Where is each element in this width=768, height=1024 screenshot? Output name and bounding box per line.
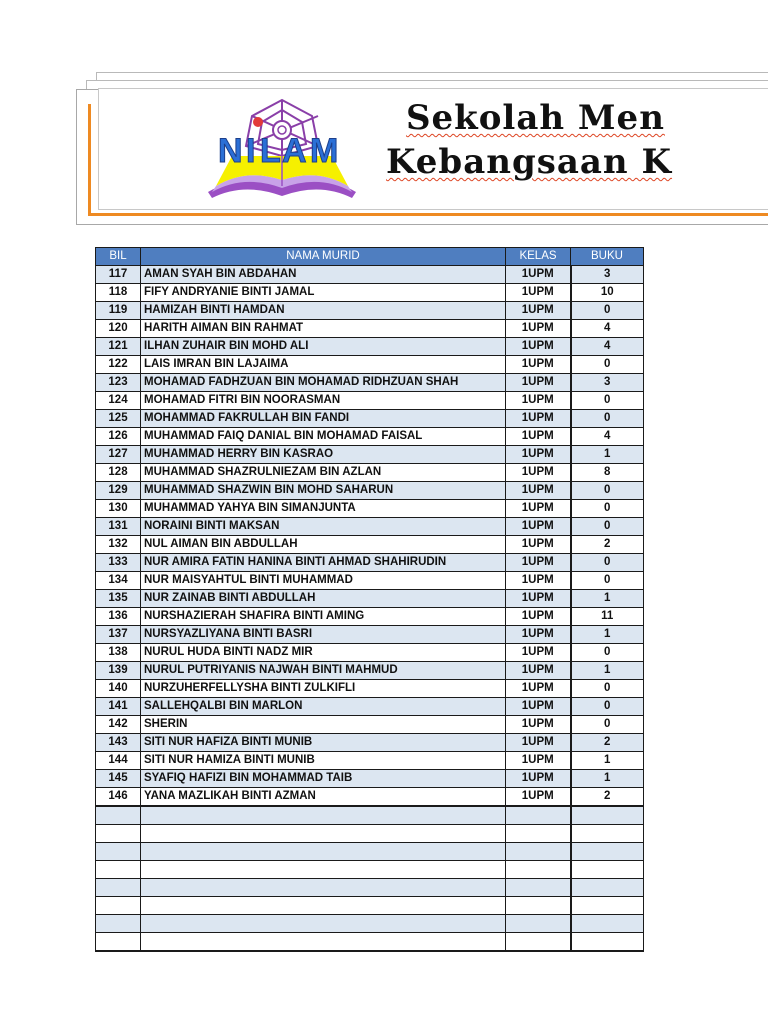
cell-nama-murid: [141, 933, 506, 952]
school-name-line2: Kebangsaan K: [386, 142, 673, 182]
cell-buku: 3: [571, 266, 644, 284]
cell-buku: [571, 825, 644, 843]
table-row: [96, 734, 644, 752]
cell-bil: [96, 933, 141, 952]
cell-buku: 1: [571, 770, 644, 788]
cell-nama-murid: [141, 825, 506, 843]
svg-text:L: L: [260, 132, 281, 170]
nilam-logo: [202, 94, 362, 206]
cell-buku: 2: [571, 788, 644, 807]
table-row: [96, 410, 644, 428]
cell-bil: 118: [96, 284, 141, 302]
cell-buku: 0: [571, 410, 644, 428]
cell-kelas: 1UPM: [506, 770, 571, 788]
cell-nama-murid: NURUL PUTRIYANIS NAJWAH BINTI MAHMUD: [141, 662, 506, 680]
cell-bil: 129: [96, 482, 141, 500]
cell-nama-murid: NURSHAZIERAH SHAFIRA BINTI AMING: [141, 608, 506, 626]
column-header-bil: BIL: [96, 248, 141, 266]
banner-accent-left: [88, 104, 91, 216]
cell-bil: 119: [96, 302, 141, 320]
column-header-nama-murid: NAMA MURID: [141, 248, 506, 266]
table-row: [96, 446, 644, 464]
cell-kelas: 1UPM: [506, 698, 571, 716]
table-body: [96, 266, 644, 952]
cell-bil: [96, 806, 141, 825]
table-row-empty: [96, 806, 644, 825]
table-row: [96, 266, 644, 284]
table-row: [96, 356, 644, 374]
cell-kelas: 1UPM: [506, 518, 571, 536]
cell-kelas: [506, 806, 571, 825]
cell-nama-murid: NURZUHERFELLYSHA BINTI ZULKIFLI: [141, 680, 506, 698]
cell-bil: 137: [96, 626, 141, 644]
table-row: [96, 320, 644, 338]
cell-nama-murid: NUL AIMAN BIN ABDULLAH: [141, 536, 506, 554]
cell-nama-murid: LAIS IMRAN BIN LAJAIMA: [141, 356, 506, 374]
cell-bil: 124: [96, 392, 141, 410]
cell-nama-murid: NURUL HUDA BINTI NADZ MIR: [141, 644, 506, 662]
cell-bil: [96, 861, 141, 879]
table-row: [96, 536, 644, 554]
table-row: [96, 698, 644, 716]
cell-buku: 0: [571, 698, 644, 716]
cell-bil: 123: [96, 374, 141, 392]
cell-kelas: [506, 933, 571, 952]
cell-kelas: 1UPM: [506, 482, 571, 500]
table-row: [96, 482, 644, 500]
cell-bil: [96, 879, 141, 897]
cell-bil: 142: [96, 716, 141, 734]
cell-buku: 1: [571, 446, 644, 464]
cell-nama-murid: MOHAMAD FITRI BIN NOORASMAN: [141, 392, 506, 410]
cell-bil: 125: [96, 410, 141, 428]
cell-buku: [571, 933, 644, 952]
cell-buku: 1: [571, 752, 644, 770]
cell-buku: 0: [571, 302, 644, 320]
cell-kelas: 1UPM: [506, 374, 571, 392]
cell-kelas: 1UPM: [506, 446, 571, 464]
table-row: [96, 284, 644, 302]
cell-buku: 2: [571, 734, 644, 752]
cell-bil: 131: [96, 518, 141, 536]
cell-nama-murid: [141, 843, 506, 861]
cell-kelas: 1UPM: [506, 392, 571, 410]
table-row: [96, 518, 644, 536]
cell-kelas: [506, 879, 571, 897]
cell-buku: [571, 897, 644, 915]
svg-text:M: M: [310, 132, 339, 170]
cell-kelas: 1UPM: [506, 626, 571, 644]
cell-nama-murid: [141, 897, 506, 915]
header-banner: [76, 72, 768, 222]
cell-nama-murid: MUHAMMAD SHAZRULNIEZAM BIN AZLAN: [141, 464, 506, 482]
table-row: [96, 716, 644, 734]
cell-buku: [571, 879, 644, 897]
school-name-line1: Sekolah Men: [406, 98, 665, 138]
table-row: [96, 752, 644, 770]
cell-kelas: 1UPM: [506, 338, 571, 356]
table-row: [96, 590, 644, 608]
table-row-empty: [96, 825, 644, 843]
cell-nama-murid: MUHAMMAD HERRY BIN KASRAO: [141, 446, 506, 464]
cell-kelas: 1UPM: [506, 428, 571, 446]
cell-buku: 0: [571, 392, 644, 410]
cell-kelas: [506, 843, 571, 861]
cell-buku: 0: [571, 572, 644, 590]
cell-kelas: 1UPM: [506, 662, 571, 680]
cell-nama-murid: MOHAMAD FADHZUAN BIN MOHAMAD RIDHZUAN SHAH: [141, 374, 506, 392]
cell-buku: [571, 806, 644, 825]
cell-buku: 1: [571, 662, 644, 680]
cell-bil: 144: [96, 752, 141, 770]
cell-buku: 0: [571, 356, 644, 374]
cell-nama-murid: [141, 915, 506, 933]
cell-kelas: 1UPM: [506, 608, 571, 626]
table-row: [96, 428, 644, 446]
cell-bil: 121: [96, 338, 141, 356]
cell-bil: 143: [96, 734, 141, 752]
cell-kelas: 1UPM: [506, 464, 571, 482]
svg-text:N: N: [218, 132, 243, 170]
cell-kelas: 1UPM: [506, 572, 571, 590]
cell-kelas: [506, 825, 571, 843]
table-row-empty: [96, 861, 644, 879]
cell-bil: 133: [96, 554, 141, 572]
table-row-empty: [96, 879, 644, 897]
table-row: [96, 626, 644, 644]
table-header-row: [96, 248, 644, 266]
cell-buku: 4: [571, 428, 644, 446]
cell-nama-murid: NUR ZAINAB BINTI ABDULLAH: [141, 590, 506, 608]
cell-buku: 4: [571, 320, 644, 338]
cell-buku: 4: [571, 338, 644, 356]
cell-nama-murid: MUHAMMAD YAHYA BIN SIMANJUNTA: [141, 500, 506, 518]
table-row: [96, 788, 644, 807]
table-row: [96, 338, 644, 356]
cell-nama-murid: SITI NUR HAFIZA BINTI MUNIB: [141, 734, 506, 752]
cell-nama-murid: NUR MAISYAHTUL BINTI MUHAMMAD: [141, 572, 506, 590]
cell-buku: 2: [571, 536, 644, 554]
table-row: [96, 554, 644, 572]
cell-kelas: [506, 915, 571, 933]
cell-buku: [571, 915, 644, 933]
cell-buku: 3: [571, 374, 644, 392]
cell-nama-murid: SHERIN: [141, 716, 506, 734]
cell-bil: 132: [96, 536, 141, 554]
table-row-empty: [96, 915, 644, 933]
table-row: [96, 392, 644, 410]
cell-buku: 11: [571, 608, 644, 626]
cell-bil: 141: [96, 698, 141, 716]
cell-kelas: 1UPM: [506, 410, 571, 428]
cell-kelas: 1UPM: [506, 536, 571, 554]
cell-bil: [96, 843, 141, 861]
cell-kelas: 1UPM: [506, 284, 571, 302]
table-row: [96, 644, 644, 662]
cell-bil: 146: [96, 788, 141, 807]
cell-nama-murid: [141, 806, 506, 825]
banner-accent-bottom: [88, 213, 768, 216]
column-header-buku: BUKU: [571, 248, 644, 266]
cell-buku: 0: [571, 644, 644, 662]
cell-bil: 136: [96, 608, 141, 626]
cell-kelas: 1UPM: [506, 788, 571, 807]
cell-bil: [96, 825, 141, 843]
cell-bil: 134: [96, 572, 141, 590]
cell-nama-murid: HARITH AIMAN BIN RAHMAT: [141, 320, 506, 338]
table-row: [96, 500, 644, 518]
cell-buku: 10: [571, 284, 644, 302]
cell-buku: [571, 843, 644, 861]
cell-buku: 1: [571, 626, 644, 644]
cell-buku: 8: [571, 464, 644, 482]
table-row-empty: [96, 897, 644, 915]
cell-nama-murid: FIFY ANDRYANIE BINTI JAMAL: [141, 284, 506, 302]
cell-nama-murid: SALLEHQALBI BIN MARLON: [141, 698, 506, 716]
cell-kelas: 1UPM: [506, 752, 571, 770]
cell-nama-murid: MOHAMMAD FAKRULLAH BIN FANDI: [141, 410, 506, 428]
cell-bil: 126: [96, 428, 141, 446]
school-name: [386, 96, 672, 184]
cell-nama-murid: NORAINI BINTI MAKSAN: [141, 518, 506, 536]
cell-buku: 0: [571, 680, 644, 698]
table-row: [96, 374, 644, 392]
cell-kelas: 1UPM: [506, 680, 571, 698]
cell-buku: 0: [571, 500, 644, 518]
column-header-kelas: KELAS: [506, 248, 571, 266]
cell-bil: [96, 897, 141, 915]
cell-buku: [571, 861, 644, 879]
cell-bil: 128: [96, 464, 141, 482]
svg-text:A: A: [282, 132, 307, 170]
cell-nama-murid: ILHAN ZUHAIR BIN MOHD ALI: [141, 338, 506, 356]
cell-kelas: 1UPM: [506, 734, 571, 752]
cell-nama-murid: [141, 861, 506, 879]
table-row: [96, 572, 644, 590]
cell-nama-murid: SYAFIQ HAFIZI BIN MOHAMMAD TAIB: [141, 770, 506, 788]
table-row: [96, 770, 644, 788]
student-book-table: [95, 247, 644, 952]
table-row-empty: [96, 933, 644, 952]
table-row: [96, 680, 644, 698]
cell-buku: 0: [571, 482, 644, 500]
cell-kelas: 1UPM: [506, 320, 571, 338]
cell-bil: 145: [96, 770, 141, 788]
cell-bil: [96, 915, 141, 933]
cell-kelas: 1UPM: [506, 716, 571, 734]
cell-kelas: 1UPM: [506, 644, 571, 662]
cell-buku: 0: [571, 716, 644, 734]
cell-bil: 122: [96, 356, 141, 374]
table-row: [96, 662, 644, 680]
cell-bil: 135: [96, 590, 141, 608]
svg-text:I: I: [246, 132, 256, 170]
cell-nama-murid: NURSYAZLIYANA BINTI BASRI: [141, 626, 506, 644]
table-row: [96, 608, 644, 626]
cell-bil: 138: [96, 644, 141, 662]
table-row-empty: [96, 843, 644, 861]
cell-nama-murid: MUHAMMAD FAIQ DANIAL BIN MOHAMAD FAISAL: [141, 428, 506, 446]
cell-buku: 0: [571, 518, 644, 536]
cell-bil: 127: [96, 446, 141, 464]
cell-bil: 117: [96, 266, 141, 284]
cell-kelas: 1UPM: [506, 590, 571, 608]
cell-kelas: [506, 897, 571, 915]
cell-nama-murid: MUHAMMAD SHAZWIN BIN MOHD SAHARUN: [141, 482, 506, 500]
cell-nama-murid: SITI NUR HAMIZA BINTI MUNIB: [141, 752, 506, 770]
table-row: [96, 464, 644, 482]
cell-nama-murid: AMAN SYAH BIN ABDAHAN: [141, 266, 506, 284]
cell-kelas: 1UPM: [506, 554, 571, 572]
cell-kelas: 1UPM: [506, 500, 571, 518]
cell-kelas: [506, 861, 571, 879]
cell-bil: 140: [96, 680, 141, 698]
table-row: [96, 302, 644, 320]
cell-nama-murid: YANA MAZLIKAH BINTI AZMAN: [141, 788, 506, 807]
cell-buku: 1: [571, 590, 644, 608]
cell-kelas: 1UPM: [506, 356, 571, 374]
cell-buku: 0: [571, 554, 644, 572]
cell-nama-murid: HAMIZAH BINTI HAMDAN: [141, 302, 506, 320]
cell-bil: 130: [96, 500, 141, 518]
cell-nama-murid: [141, 879, 506, 897]
cell-bil: 120: [96, 320, 141, 338]
cell-kelas: 1UPM: [506, 266, 571, 284]
cell-nama-murid: NUR AMIRA FATIN HANINA BINTI AHMAD SHAHIRUDIN: [141, 554, 506, 572]
cell-bil: 139: [96, 662, 141, 680]
cell-kelas: 1UPM: [506, 302, 571, 320]
